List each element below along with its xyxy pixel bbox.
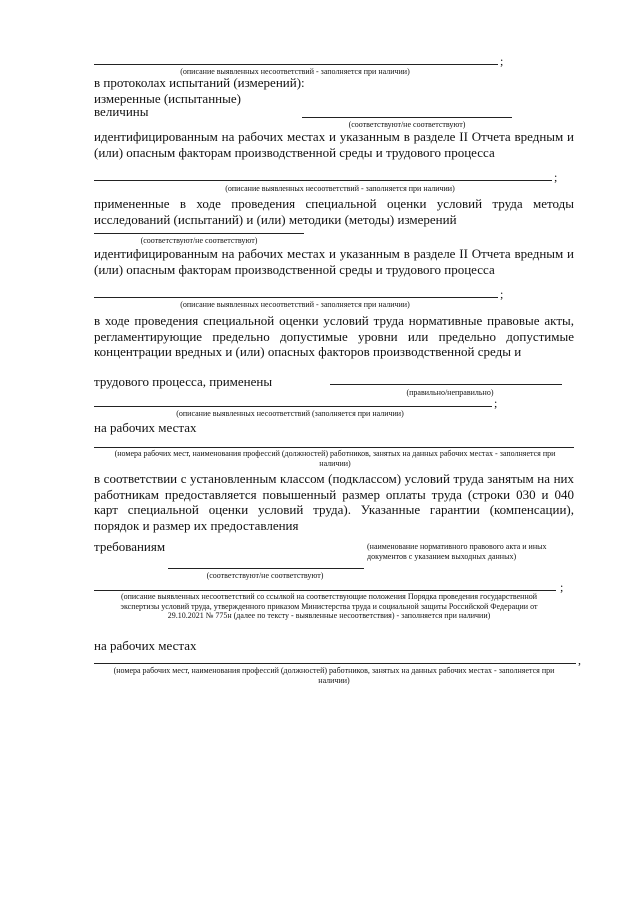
text-measured: измеренные (испытанные)	[94, 91, 241, 106]
caption-noncompliance: (описание выявленных несоответствий - заполняется при наличии)	[180, 300, 410, 309]
semicolon: ;	[494, 396, 498, 410]
fill-line	[94, 663, 576, 664]
caption-normative-act: (наименование нормативного правового акта и иных документов с указанием выходных данных)	[367, 542, 547, 561]
caption-correctness: (правильно/неправильно)	[406, 388, 494, 397]
caption-workplaces: (номера рабочих мест, наименования профессий (должностей) работников, занятых на данных рабочих местах - заполняется при наличии)	[114, 449, 556, 468]
text-guarantees: в соответствии с установленным классом (подклассом) условий труда занятым на них работникам предоставляется повышенный размер оплаты труда (строки 030 и 040 карт специальной оценки условий труда). Указанные гарантии (компенсации), порядок и размер их предоставления	[94, 471, 574, 533]
fill-line	[94, 233, 304, 234]
fill-line	[168, 568, 364, 569]
caption-noncompliance: (описание выявленных несоответствий - заполняется при наличии)	[225, 184, 455, 193]
text-applied: примененные в ходе проведения специальной оценки условий труда методы исследований (испытаний) и (или) методики (методы) измерений	[94, 196, 574, 227]
caption-workplaces-2: (номера рабочих мест, наименования профессий (должностей) работников, занятых на данных рабочих местах - заполняется при наличии)	[113, 666, 555, 685]
text-normative: в ходе проведения специальной оценки условий труда нормативные правовые акты, регламентирующие предельно допустимые уровни или предельно допустимые концентрации вредных и (или) опасных факторов производственной среды и	[94, 313, 574, 359]
comma: ,	[578, 653, 581, 667]
fill-line	[94, 447, 574, 448]
semicolon: ;	[500, 54, 504, 68]
semicolon: ;	[500, 287, 504, 301]
caption-noncompliance-paren: (описание выявленных несоответствий (заполняется при наличии)	[176, 409, 404, 418]
caption-compliance: (соответствуют/не соответствуют)	[348, 120, 466, 129]
text-identified-2: идентифицированным на рабочих местах и указанным в разделе II Отчета вредным и (или) опасным факторам производственной среды и трудового процесса	[94, 246, 574, 277]
fill-line	[94, 406, 492, 407]
caption-noncompliance: (описание выявленных несоответствий - заполняется при наличии)	[180, 67, 410, 76]
fill-line	[330, 384, 562, 385]
fill-line	[94, 590, 556, 591]
semicolon: ;	[560, 580, 564, 594]
fill-line	[94, 297, 498, 298]
caption-noncompliance-order: (описание выявленных несоответствий со ссылкой на соответствующие положения Порядка проведения государственной экспертизы условий труда, утвержденного приказом Министерства труда и социальной защиты Российской Федерации от 29.10.2021 № 775н (далее по тексту - выявленные несоответствия) - заполняется при наличии)	[120, 592, 538, 620]
text-at-workplaces-1: на рабочих местах	[94, 420, 197, 435]
text-labor-process: трудового процесса, применены	[94, 374, 273, 389]
caption-compliance: (соответствуют/не соответствуют)	[206, 571, 324, 580]
semicolon: ;	[554, 170, 558, 184]
text-requirements: требованиям	[94, 539, 166, 554]
text-identified-1: идентифицированным на рабочих местах и указанным в разделе II Отчета вредным и (или) опасным факторам производственной среды и трудового процесса	[94, 129, 574, 160]
text-at-workplaces-2: на рабочих местах	[94, 638, 197, 653]
fill-line	[94, 64, 498, 65]
fill-line	[94, 180, 552, 181]
text-protocols: в протоколах испытаний (измерений):	[94, 75, 305, 90]
text-values: величины	[94, 104, 149, 119]
caption-compliance: (соответствуют/не соответствуют)	[140, 236, 258, 245]
fill-line	[302, 117, 512, 118]
